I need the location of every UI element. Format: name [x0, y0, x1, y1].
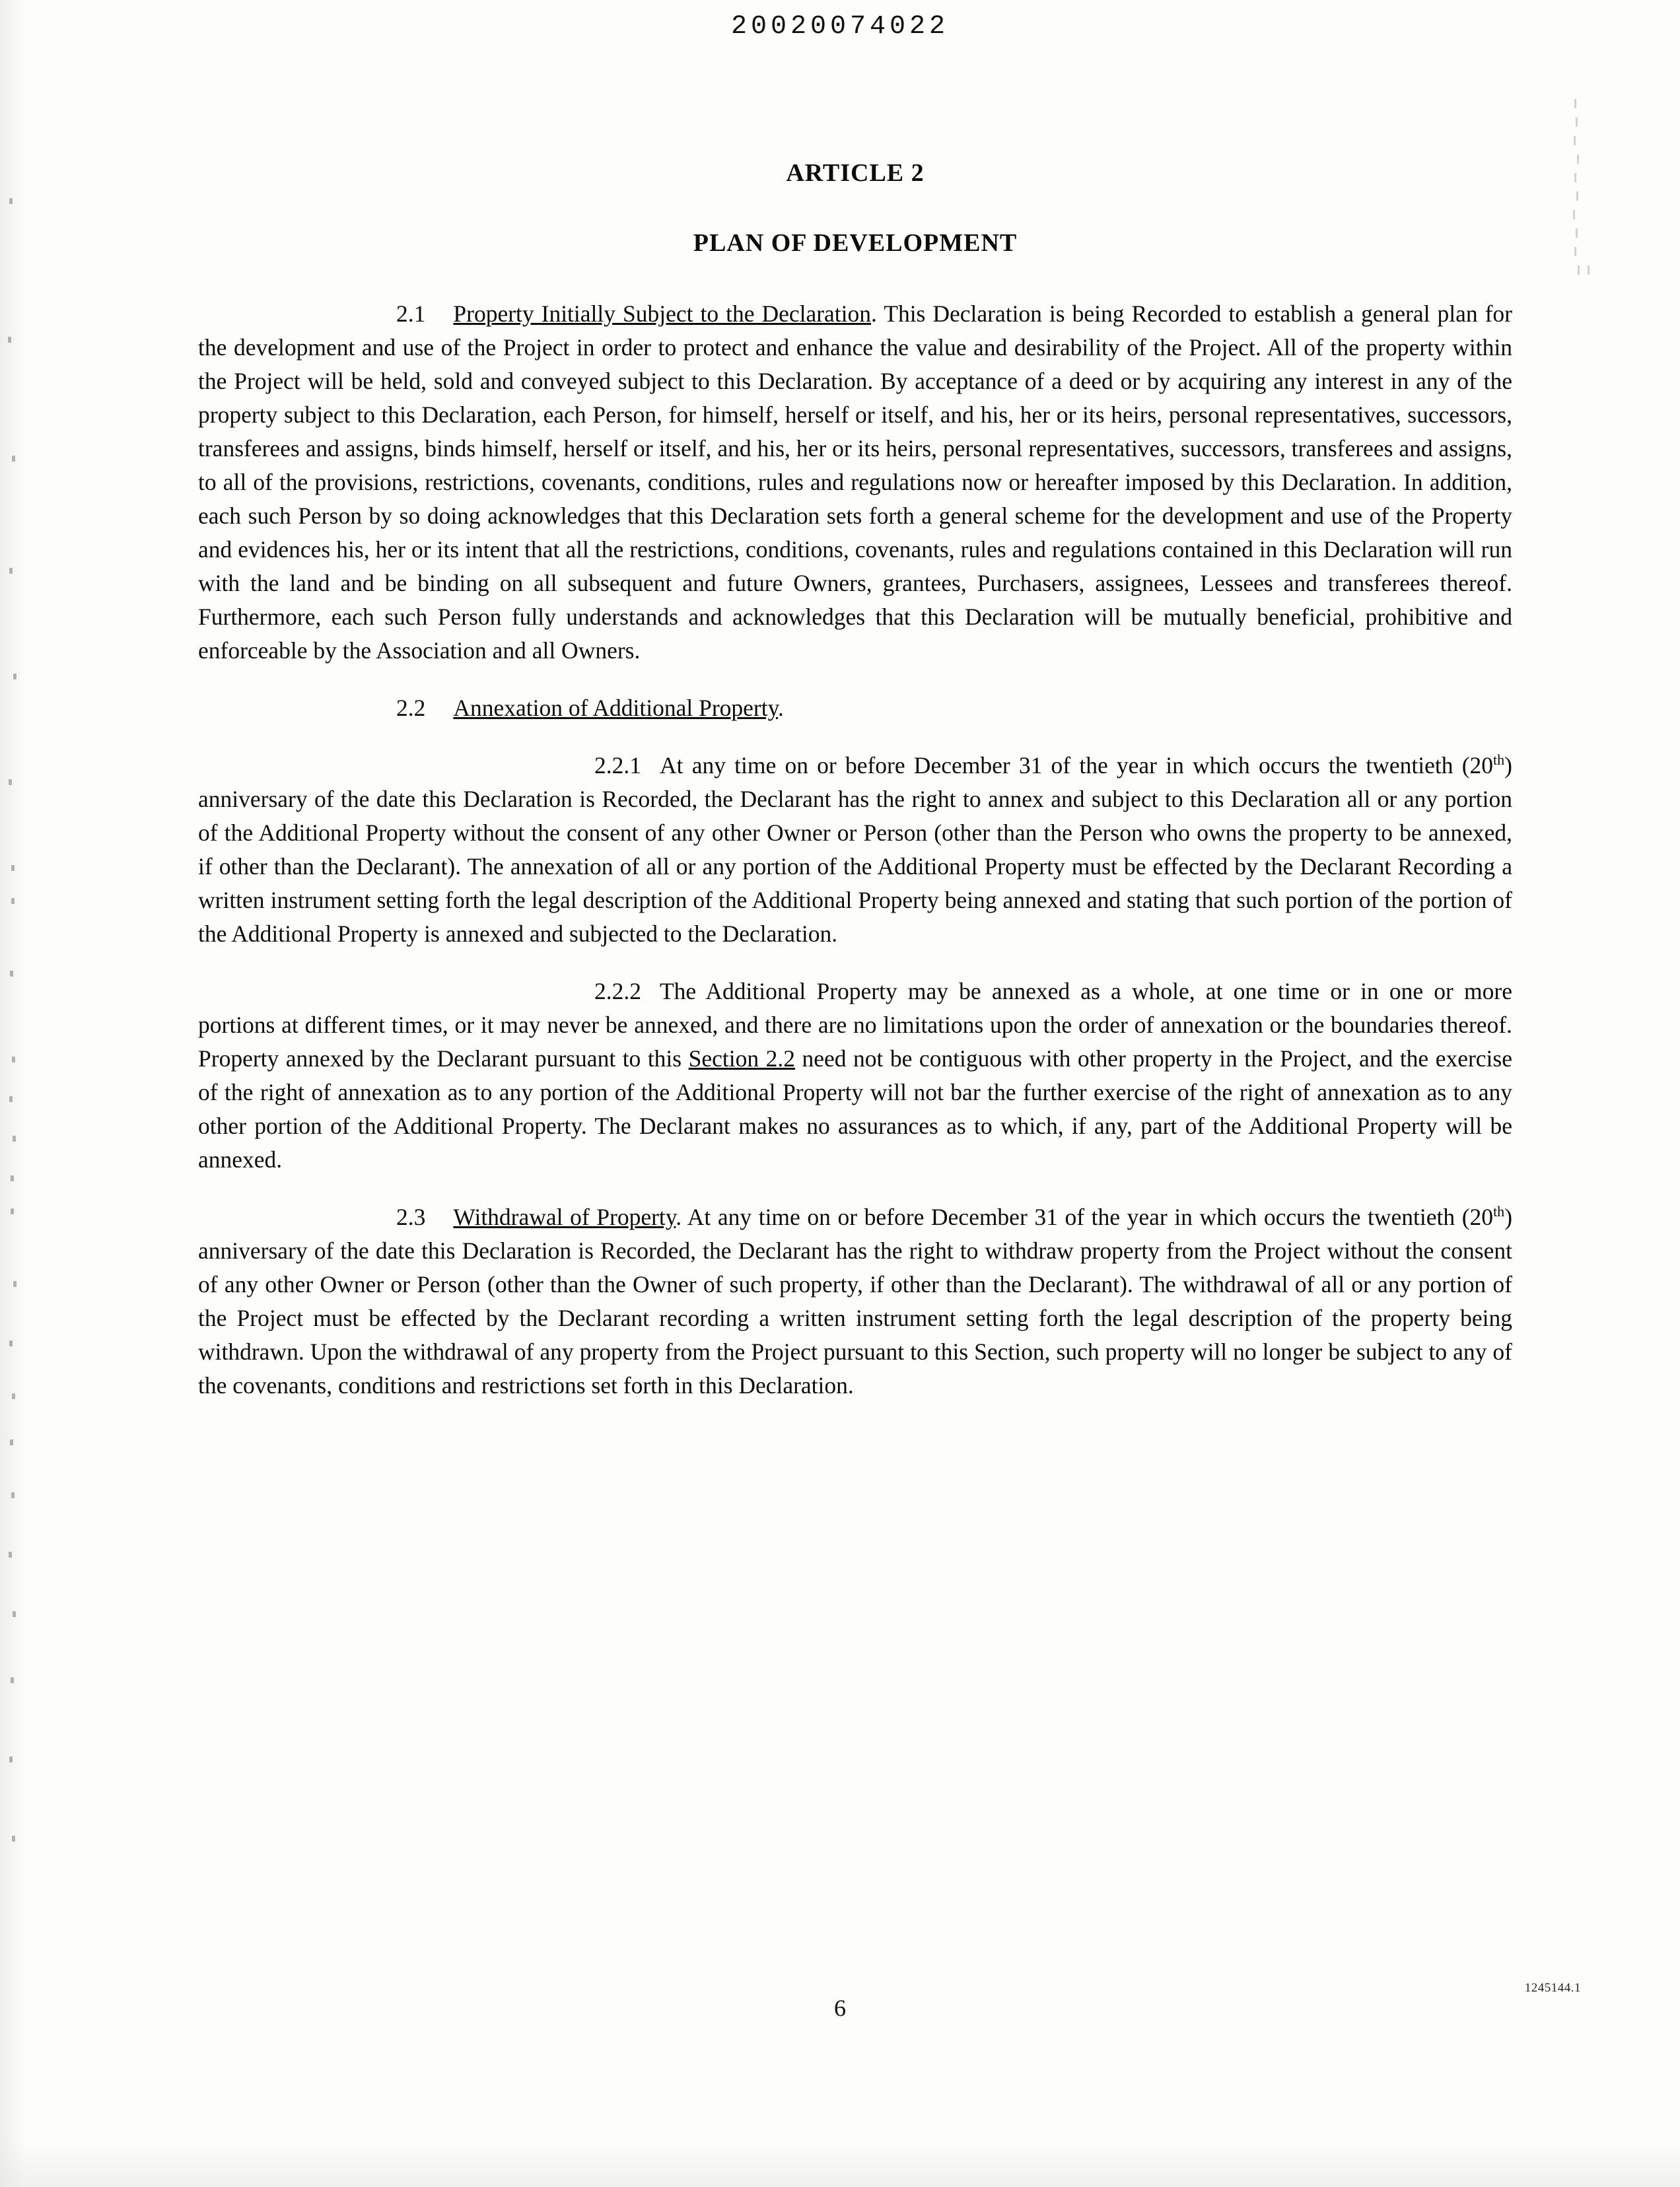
article-title: ARTICLE 2	[786, 159, 925, 187]
scan-edge-left	[0, 0, 26, 2187]
section-2-2-cross-reference: Section 2.2	[688, 1045, 795, 1072]
section-2-3-text-b: ) anniversary of the date this Declaration is Recorded, the Declarant has the right to withdraw property from the Project without the consent of any other Owner or Person (other than the Owner of such property, if other than the Declarant). The withdrawal of all or any portion of the Project must be effected by the Declarant recording a written instrument setting forth the legal description of the property being withdrawn. Upon the withdrawal of any property from the Project pursuant to this Section, such property will no longer be subject to any of the covenants, conditions and restrictions set forth in this Declaration.	[198, 1204, 1513, 1399]
section-2-2-heading-trail: .	[778, 695, 784, 721]
scan-edge-bottom	[0, 2141, 1680, 2187]
section-2-2-2-number: 2.2.2	[594, 978, 641, 1004]
section-2-2-heading: Annexation of Additional Property	[453, 695, 779, 721]
section-2-2-2-text-a: The Additional Property may be annexed as a whole, at one time or in one or more portions at different times, or it may never be annexed, and there are no limitations upon the order of annexation or the boundaries thereof. Property annexed by the Declarant pursuant to this	[198, 978, 1512, 1072]
section-2-1-text: . This Declaration is being Recorded to establish a general plan for the development and use of the Project in order to protect and enhance the value and desirability of the Project. All of the property within the Project will be held, sold and conveyed subject to this Declaration. By acceptance of a deed or by acquiring any interest in any of the property subject to this Declaration, each Person, for himself, herself or itself, and his, her or its heirs, personal representatives, successors, transferees and assigns, binds himself, herself or itself, and his, her or its heirs, personal representatives, successors, transferees and assigns, to all of the provisions, restrictions, covenants, conditions, rules and regulations now or hereafter imposed by this Declaration. In addition, each such Person by so doing acknowledges that this Declaration sets forth a general scheme for the development and use of the Property and evidences his, her or its intent that all the restrictions, conditions, covenants, rules and regulations contained in this Declaration will run with the land and be binding on all subsequent and future Owners, grantees, Purchasers, assignees, Lessees and transferees thereof. Furthermore, each such Person fully understands and acknowledges that this Declaration will be mutually beneficial, prohibitive and enforceable by the Association and all Owners.	[198, 300, 1512, 664]
section-2-2-2-paragraph	[198, 975, 1512, 1177]
section-2-3-superscript: th	[1493, 1203, 1505, 1220]
section-2-2-1-paragraph	[198, 749, 1512, 951]
document-reference-code: 1245144.1	[1524, 1981, 1581, 1995]
section-2-3-text-a: . At any time on or before December 31 of the year in which occurs the twentieth (20	[676, 1204, 1494, 1230]
left-margin-scan-marks	[5, 198, 21, 2047]
section-2-3-heading: Withdrawal of Property	[453, 1204, 676, 1230]
section-2-1-paragraph	[198, 297, 1512, 668]
page-number: 6	[834, 1995, 846, 2021]
section-2-1-number: 2.1	[396, 300, 426, 327]
section-2-2-1-number: 2.2.1	[594, 752, 641, 779]
recording-number: 20020074022	[730, 12, 950, 42]
right-margin-scan-marks	[1568, 99, 1607, 291]
section-2-2-1-text-b: ) anniversary of the date this Declaration is Recorded, the Declarant has the right to annex and subject to this Declaration all or any portion of the Additional Property without the consent of any other Owner or Person (other than the Person who owns the property to be annexed, if other than the Declarant). The annexation of all or any portion of the Additional Property must be effected by the Declarant Recording a written instrument setting forth the legal description of the Additional Property being annexed and stating that such portion of the portion of the Additional Property is annexed and subjected to the Declaration.	[198, 752, 1512, 947]
section-2-1-heading: Property Initially Subject to the Declaration	[453, 300, 872, 327]
section-2-2-heading-paragraph	[198, 691, 1512, 725]
article-subtitle: PLAN OF DEVELOPMENT	[693, 229, 1018, 257]
section-2-2-2-text-b: need not be contiguous with other property in the Project, and the exercise of the right of annexation as to any portion of the Additional Property will not bar the further exercise of the right of annexation as to any other portion of the Additional Property. The Declarant makes no assurances as to which, if any, part of the Additional Property will be annexed.	[198, 1045, 1512, 1173]
section-2-3-paragraph	[198, 1200, 1512, 1403]
section-2-2-1-text-a: At any time on or before December 31 of the year in which occurs the twentieth (20	[660, 752, 1494, 779]
section-2-2-1-superscript: th	[1493, 751, 1505, 769]
section-2-2-number: 2.2	[396, 695, 426, 721]
section-2-3-number: 2.3	[396, 1204, 426, 1230]
document-body	[198, 158, 1512, 1426]
